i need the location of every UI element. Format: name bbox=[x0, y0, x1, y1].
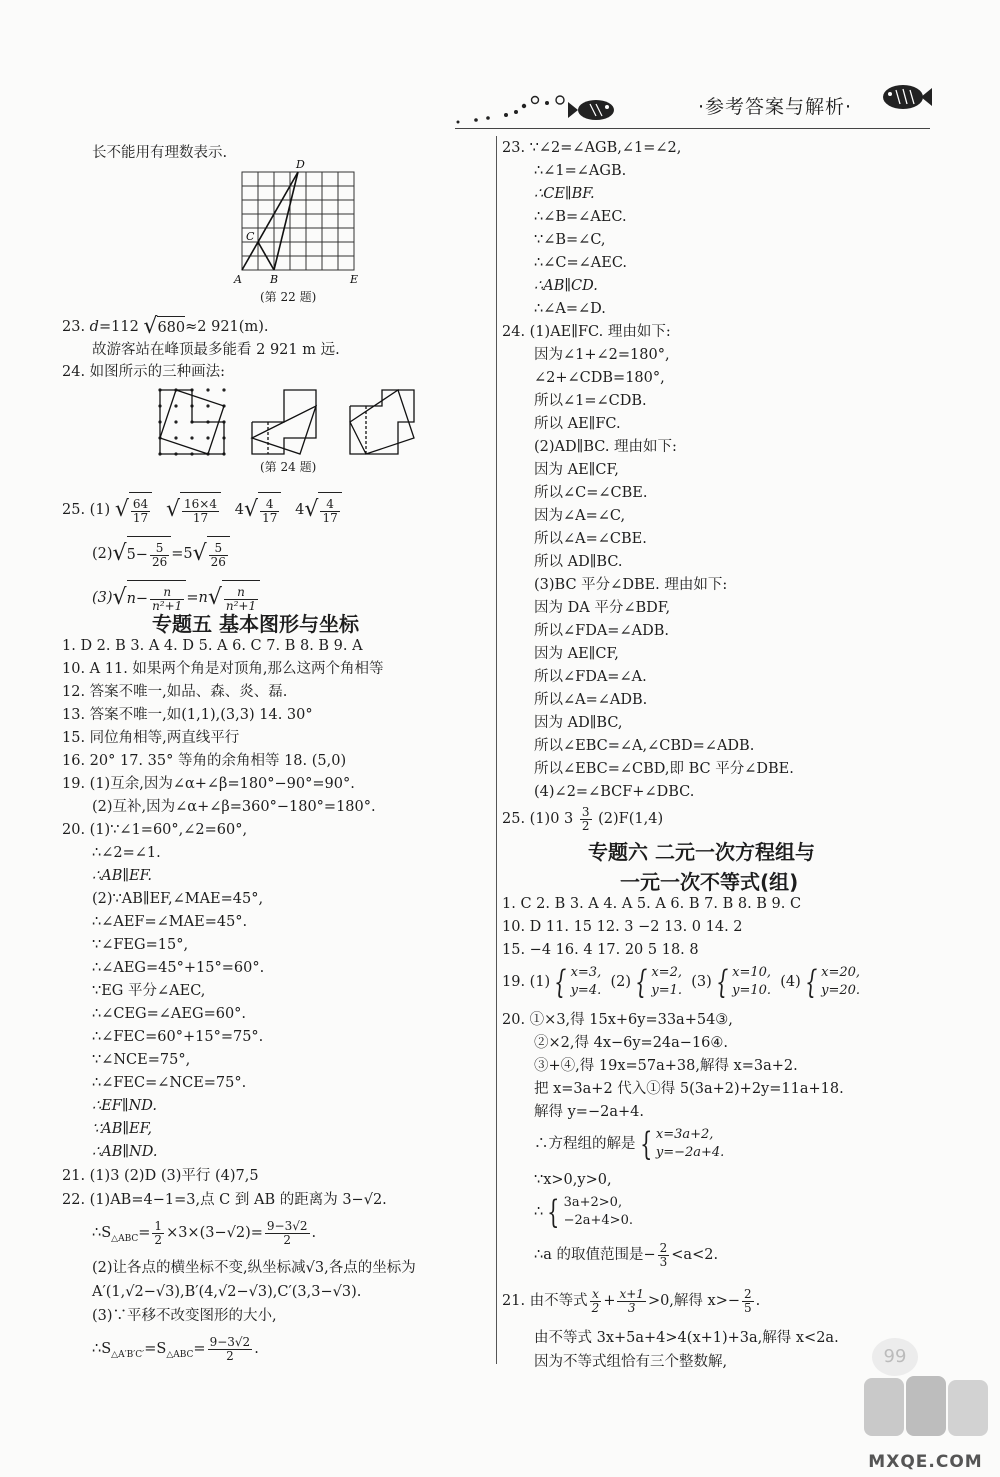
answer-20-line: ∵∠NCE=75°, bbox=[92, 1052, 191, 1068]
answer-23-line: 23. ∵∠2=∠AGB,∠1=∠2, bbox=[502, 140, 682, 156]
answer-24-line: 因为∠1+∠2=180°, bbox=[534, 347, 670, 363]
answer-20-line: ∴∠FEC=60°+15°=75°. bbox=[92, 1029, 264, 1045]
answer-24-line: 所以∠FDA=∠A. bbox=[534, 669, 647, 685]
answer-20-line: 20. ①×3,得 15x+6y=33a+54③, bbox=[502, 1012, 733, 1028]
answer-20-line: 把 x=3a+2 代入①得 5(3a+2)+2y=11a+18. bbox=[534, 1081, 844, 1097]
answer-23-line: ∴AB∥CD. bbox=[534, 278, 598, 294]
answer-24-line: (3)BC 平分∠DBE. 理由如下: bbox=[534, 577, 728, 593]
answer-line: 10. A 11. 如果两个角是对顶角,那么这两个角相等 bbox=[62, 661, 384, 677]
answer-22-2: (2)让各点的横坐标不变,纵坐标减√3,各点的坐标为 bbox=[92, 1260, 416, 1276]
answer-line: 1. D 2. B 3. A 4. D 5. A 6. C 7. B 8. B 9. A bbox=[62, 638, 363, 654]
answer-19: 19. (1) { x=3, y=4. (2) { x=2, y=1. (3) { x=10, y=10. (4) { x=20, y=20. bbox=[502, 963, 861, 1001]
answer-24-line: 所以∠1=∠CDB. bbox=[534, 393, 647, 409]
answer-23-line: ∵∠B=∠C, bbox=[534, 232, 606, 248]
label-b: B bbox=[270, 273, 279, 286]
answer-line: 10. D 11. 15 12. 3 −2 13. 0 14. 2 bbox=[502, 919, 743, 935]
answer-20-line: ∴∠AEF=∠MAE=45°. bbox=[92, 914, 248, 930]
figure-22 bbox=[230, 158, 370, 288]
answer-23-line: ∴∠1=∠AGB. bbox=[534, 163, 627, 179]
answer-20-line: ∵EG 平分∠AEC, bbox=[92, 983, 206, 999]
text-line: 24. 如图所示的三种画法: bbox=[62, 364, 226, 380]
fish-icon-right bbox=[883, 85, 932, 109]
answer-20-line: ②×2,得 4x−6y=24a−16④. bbox=[534, 1035, 729, 1051]
answer-21: 21. (1)3 (2)D (3)平行 (4)7,5 bbox=[62, 1168, 259, 1184]
label-d: D bbox=[296, 158, 305, 171]
answer-21-1: 21. 由不等式 $\frac{x}{2}$ + $\frac{x+1}{3}$ >0,解得 x>− $\frac{2}{5}$ . bbox=[502, 1286, 761, 1315]
answer-22-1: 22. (1)AB=4−1=3,点 C 到 AB 的距离为 3−√2. bbox=[62, 1192, 387, 1208]
answer-24-line: 因为∠A=∠C, bbox=[534, 508, 626, 524]
answer-24-line: 所以∠A=∠ADB. bbox=[534, 692, 648, 708]
column-divider bbox=[496, 136, 497, 1364]
answer-24-line: 所以∠C=∠CBE. bbox=[534, 485, 648, 501]
watermark-logo bbox=[858, 1370, 993, 1475]
text-line: 故游客站在峰顶最多能看 2 921 m 远. bbox=[92, 342, 340, 358]
answer-23-line: ∴CE∥BF. bbox=[534, 186, 595, 202]
figure-24-caption: (第 24 题) bbox=[260, 460, 317, 474]
answer-line: 15. 同位角相等,两直线平行 bbox=[62, 730, 240, 746]
answer-24-line: 因为 AE∥CF, bbox=[534, 462, 619, 478]
answer-24-line: 因为 DA 平分∠BDF, bbox=[534, 600, 671, 616]
label-c: C bbox=[246, 230, 255, 243]
answer-23-line: ∴∠B=∠AEC. bbox=[534, 209, 627, 225]
answer-22-area2: $\therefore S_{\triangle A'B'C'}=S_{\triangle ABC}=$ $\frac{9-3√2}{2}$ . bbox=[92, 1334, 259, 1363]
answer-line: 1. C 2. B 3. A 4. A 5. A 6. B 7. B 8. B 9. C bbox=[502, 896, 802, 912]
answer-20-given: ∵x>0,y>0, bbox=[534, 1172, 612, 1188]
answer-line: (2)互补,因为∠α+∠β=360°−180°=180°. bbox=[92, 799, 376, 815]
answer-24-line: 24. (1)AE∥FC. 理由如下: bbox=[502, 324, 671, 340]
answer-20-line: ∴∠2=∠1. bbox=[92, 845, 161, 861]
answer-line: 13. 答案不唯一,如(1,1),(3,3) 14. 30° bbox=[62, 707, 313, 723]
figure-22-caption: (第 22 题) bbox=[260, 290, 317, 304]
answer-21-2: 由不等式 3x+5a+4>4(x+1)+3a,解得 x<2a. bbox=[534, 1330, 839, 1346]
answer-25: 25. (1)0 3 $\frac{3}{2}$ (2)F(1,4) bbox=[502, 804, 664, 833]
label-a: A bbox=[234, 273, 242, 286]
answer-20-line: 20. (1)∵∠1=60°,∠2=60°, bbox=[62, 822, 248, 838]
header-rule bbox=[455, 128, 930, 129]
answer-20-solution: ∴方程组的解是 { x=3a+2, y=−2a+4. bbox=[534, 1125, 725, 1163]
answer-22-3: (3)∵平移不改变图形的大小, bbox=[92, 1308, 277, 1324]
answer-20-line: ∴∠AEG=45°+15°=60°. bbox=[92, 960, 265, 976]
label-e: E bbox=[350, 273, 359, 286]
answer-24-line: 所以∠EBC=∠CBD,即 BC 平分∠DBE. bbox=[534, 761, 794, 777]
section-title-6-sub: 一元一次不等式(组) bbox=[620, 870, 799, 894]
answer-20-line: ∴AB∥EF. bbox=[92, 868, 153, 884]
watermark-text: MXQE.COM bbox=[868, 1452, 983, 1472]
answer-20-inequalities: ∴ { 3a+2>0, −2a+4>0. bbox=[534, 1193, 633, 1231]
header-decoration bbox=[0, 0, 1000, 140]
answer-20-range: ∴a 的取值范围是− $\frac{2}{3}$ <a<2. bbox=[534, 1240, 719, 1269]
watermark-icon bbox=[858, 1370, 993, 1452]
answer-20-line: ∴∠CEG=∠AEG=60°. bbox=[92, 1006, 247, 1022]
answer-25-2: (2)√5− $\frac{5}{26}$ =5√ $\frac{5}{26}$ bbox=[92, 536, 230, 572]
section-title-5: 专题五 基本图形与坐标 bbox=[152, 612, 359, 636]
answer-24-line: (2)AD∥BC. 理由如下: bbox=[534, 439, 677, 455]
answer-21-3: 因为不等式组恰有三个整数解, bbox=[534, 1354, 728, 1370]
answer-22-area: $\therefore S_{\triangle ABC}=$ $\frac{1}{2}$ ×3×(3−√2)= $\frac{9-3√2}{2}$ . bbox=[92, 1218, 317, 1247]
answer-24-line: 所以 AD∥BC. bbox=[534, 554, 623, 570]
answer-20-line: ③+④,得 19x=57a+38,解得 x=3a+2. bbox=[534, 1058, 798, 1074]
answer-24-line: 所以∠EBC=∠A,∠CBD=∠ADB. bbox=[534, 738, 755, 754]
answer-line: 16. 20° 17. 35° 等角的余角相等 18. (5,0) bbox=[62, 753, 347, 769]
answer-25-3: (3)√n− $\frac{n}{\text{n²+1}}$ =n√ $\frac{n}{\text{n²+1}}$ bbox=[92, 580, 260, 616]
answer-23: 23. d=112 √680≈2 921(m). bbox=[62, 314, 269, 339]
answer-25-1: 25. (1) √ $\frac{64}{17}$ √ $\frac{16\times 4}{17}$ 4√ $\frac{4}{17}$ 4√ $\frac{4}{17}$ bbox=[62, 492, 342, 528]
answer-24-line: (4)∠2=∠BCF+∠DBC. bbox=[534, 784, 695, 800]
answer-22-coords: A′(1,√2−√3),B′(4,√2−√3),C′(3,3−√3). bbox=[92, 1284, 362, 1300]
answer-20-line: 解得 y=−2a+4. bbox=[534, 1104, 644, 1120]
answer-20-line: (2)∵AB∥EF,∠MAE=45°, bbox=[92, 891, 264, 907]
page-header bbox=[0, 0, 1000, 140]
text-line: 长不能用有理数表示. bbox=[92, 145, 228, 161]
answer-20-line: ∴EF∥ND. bbox=[92, 1098, 157, 1114]
answer-24-line: 所以 AE∥FC. bbox=[534, 416, 621, 432]
answer-23-line: ∴∠A=∠D. bbox=[534, 301, 606, 317]
answer-23-line: ∴∠C=∠AEC. bbox=[534, 255, 628, 271]
answer-20-line: ∴AB∥ND. bbox=[92, 1144, 158, 1160]
figure-24 bbox=[154, 380, 454, 462]
answer-20-line: ∵AB∥EF, bbox=[92, 1121, 153, 1137]
answer-line: 12. 答案不唯一,如品、森、炎、磊. bbox=[62, 684, 288, 700]
page-number: 99 bbox=[872, 1338, 918, 1376]
answer-24-line: 所以∠A=∠CBE. bbox=[534, 531, 647, 547]
header-title: ·参考答案与解析· bbox=[698, 96, 853, 118]
answer-24-line: 因为 AE∥CF, bbox=[534, 646, 619, 662]
fish-icon bbox=[568, 100, 614, 120]
answer-24-line: 因为 AD∥BC, bbox=[534, 715, 623, 731]
answer-24-line: 所以∠FDA=∠ADB. bbox=[534, 623, 669, 639]
answer-24-line: ∠2+∠CDB=180°, bbox=[534, 370, 665, 386]
section-title-6: 专题六 二元一次方程组与 bbox=[588, 840, 815, 864]
answer-line: 19. (1)互余,因为∠α+∠β=180°−90°=90°. bbox=[62, 776, 355, 792]
answer-20-line: ∵∠FEG=15°, bbox=[92, 937, 189, 953]
answer-line: 15. −4 16. 4 17. 20 5 18. 8 bbox=[502, 942, 699, 958]
answer-20-line: ∴∠FEC=∠NCE=75°. bbox=[92, 1075, 247, 1091]
